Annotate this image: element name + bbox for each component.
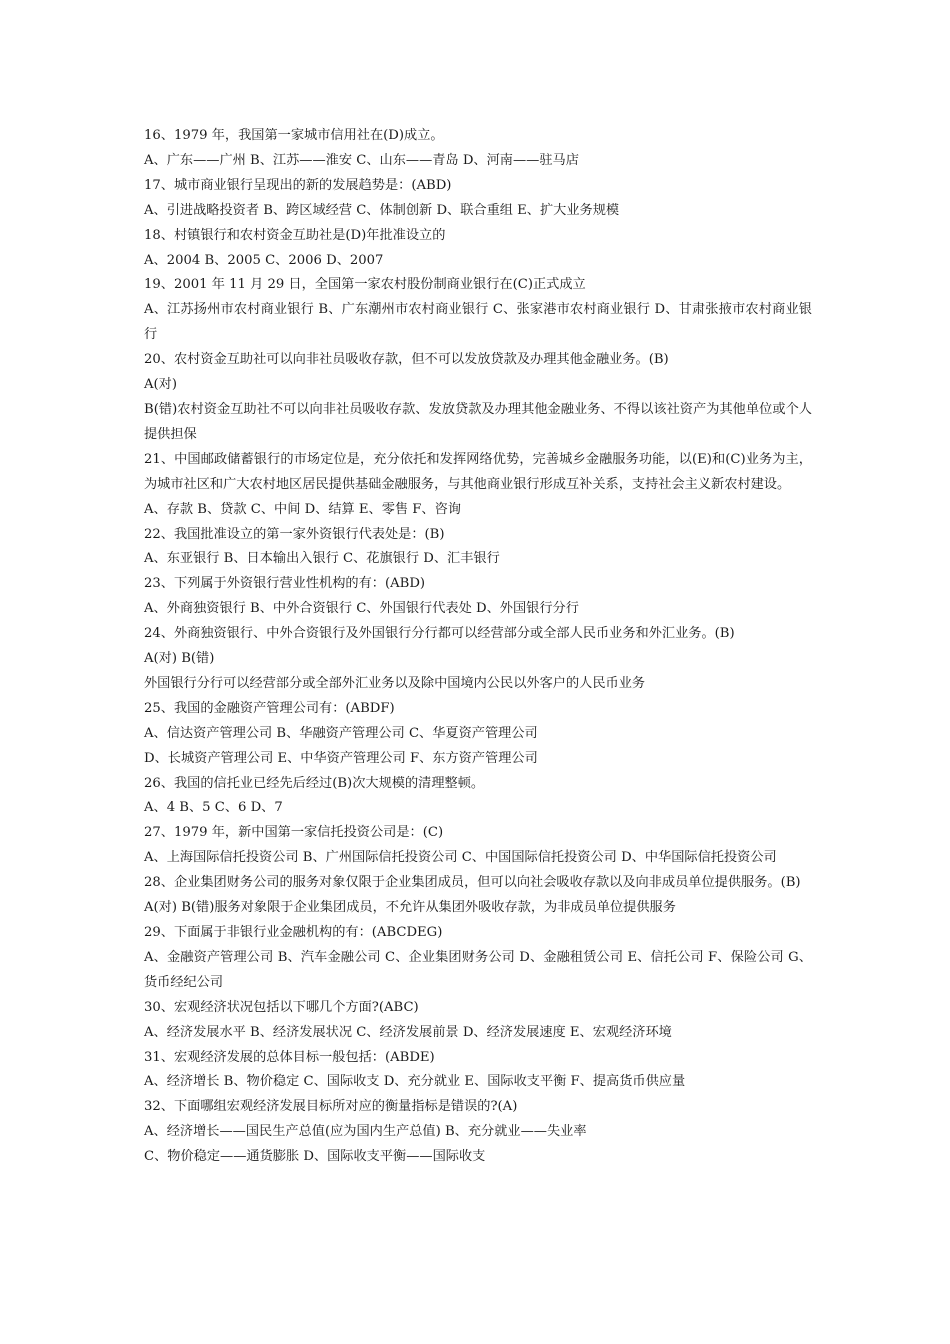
options-31: A、经济增长 B、物价稳定 C、国际收支 D、充分就业 E、国际收支平衡 F、提高货币供应量 [144,1074,686,1090]
question-31: 31、宏观经济发展的总体目标一般包括：(ABDE) [144,1049,435,1065]
question-24: 24、外商独资银行、中外合资银行及外国银行分行都可以经营部分或全部人民币业务和外汇业务。(B) [144,626,735,642]
question-23: 23、下列属于外资银行营业性机构的有：(ABD) [144,576,426,592]
question-17: 17、城市商业银行呈现出的新的发展趋势是：(ABD) [144,177,452,193]
question-29: 29、下面属于非银行业金融机构的有：(ABCDEG) [144,925,443,940]
options-32-row1: A、经济增长——国民生产总值(应为国内生产总值) B、充分就业——失业率 [144,1124,587,1140]
options-22: A、东亚银行 B、日本输出入银行 C、花旗银行 D、汇丰银行 [144,551,500,567]
question-18: 18、村镇银行和农村资金互助社是(D)年批准设立的 [144,227,446,243]
options-23: A、外商独资银行 B、中外合资银行 C、外国银行代表处 D、外国银行分行 [144,601,579,617]
options-19: A、江苏扬州市农村商业银行 B、广东潮州市农村商业银行 C、张家港市农村商业银行 D、甘肃张掖市农村商业银行 [144,302,812,343]
options-29: A、金融资产管理公司 B、汽车金融公司 C、企业集团财务公司 D、金融租赁公司 E、信托公司 F、保险公司 G、货币经纪公司 [144,949,812,990]
question-27: 27、1979 年，新中国第一家信托投资公司是：(C) [144,825,444,841]
question-16: 16、1979 年，我国第一家城市信用社在(D)成立。 [144,128,444,143]
question-30: 30、宏观经济状况包括以下哪几个方面?(ABC) [144,999,419,1015]
options-21: A、存款 B、贷款 C、中间 D、结算 E、零售 F、咨询 [144,501,461,517]
question-28: 28、企业集团财务公司的服务对象仅限于企业集团成员，但可以向社会吸收存款以及向非成员单位提供服务。(B) [144,875,801,891]
options-25-row1: A、信达资产管理公司 B、华融资产管理公司 C、华夏资产管理公司 [144,725,538,741]
options-17: A、引进战略投资者 B、跨区域经营 C、体制创新 D、联合重组 E、扩大业务规模 [144,202,620,218]
question-21: 21、中国邮政储蓄银行的市场定位是，充分依托和发挥网络优势，完善城乡金融服务功能，以(E)和(C)业务为主，为城市社区和广大农村地区居民提供基础金融服务，与其他商业银行形成互补关系，支持社会主义新农村建设。 [144,451,812,492]
document-body [144,124,812,1170]
question-25: 25、我国的金融资产管理公司有：(ABDF) [144,700,395,716]
options-27: A、上海国际信托投资公司 B、广州国际信托投资公司 C、中国国际信托投资公司 D、中华国际信托投资公司 [144,850,777,866]
options-26: A、4 B、5 C、6 D、7 [144,800,283,816]
options-28: A(对) B(错)服务对象限于企业集团成员，不允许从集团外吸收存款，为非成员单位提供服务 [144,900,676,916]
options-32-row2: C、物价稳定——通货膨胀 D、国际收支平衡——国际收支 [144,1149,486,1165]
question-22: 22、我国批准设立的第一家外资银行代表处是：(B) [144,526,445,542]
option-20-b: B(错)农村资金互助社不可以向非社员吸收存款、发放贷款及办理其他金融业务、不得以该社资产为其他单位或个人提供担保 [144,401,812,442]
options-18: A、2004 B、2005 C、2006 D、2007 [144,252,384,268]
options-25-row2: D、长城资产管理公司 E、中华资产管理公司 F、东方资产管理公司 [144,750,538,766]
option-20-a: A(对) [144,377,178,393]
question-26: 26、我国的信托业已经先后经过(B)次大规模的清理整顿。 [144,775,485,791]
options-24: A(对) B(错) [144,651,215,667]
options-30: A、经济发展水平 B、经济发展状况 C、经济发展前景 D、经济发展速度 E、宏观经济环境 [144,1024,672,1040]
explanation-24: 外国银行分行可以经营部分或全部外汇业务以及除中国境内公民以外客户的人民币业务 [144,675,646,691]
options-16: A、广东——广州 B、江苏——淮安 C、山东——青岛 D、河南——驻马店 [144,152,579,168]
question-32: 32、下面哪组宏观经济发展目标所对应的衡量指标是错误的?(A) [144,1099,518,1115]
question-20: 20、农村资金互助社可以向非社员吸收存款，但不可以发放贷款及办理其他金融业务。(B) [144,352,669,368]
question-19: 19、2001 年 11 月 29 日，全国第一家农村股份制商业银行在(C)正式成立 [144,277,586,293]
